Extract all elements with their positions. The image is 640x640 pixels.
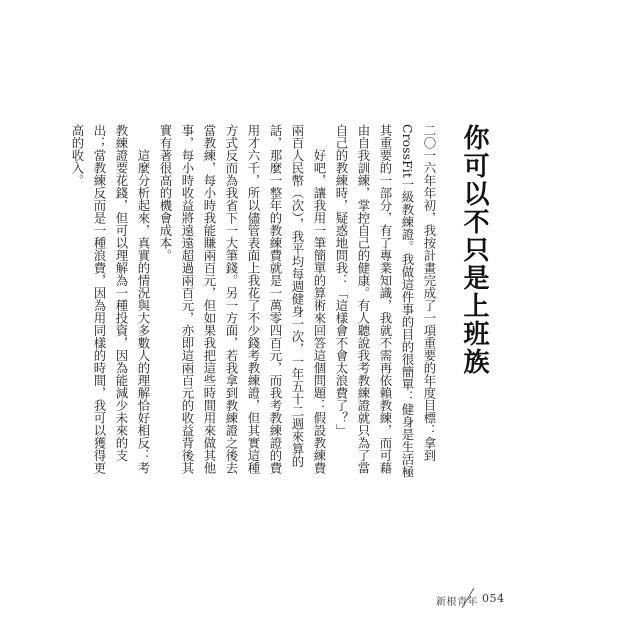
paragraph-3: 這麼分析起來，真實的情況與大多數人的理解恰好相反：考教練證要花錢，但可以理解為一種投資，因為能減少未來的支出；當教練反而是一種浪費，因為用同樣的時間，我可以獲得更高的收入。 [70, 124, 151, 474]
page-number: 054 [482, 592, 505, 605]
chapter-title: 你可以不只是上班族 [459, 124, 489, 376]
paragraph-1: 二〇一六年年初，我按計畫完成了一項重要的年度目標：拿到CrossFit一級教練證。我做這件事的目的很簡單：健身是生活極其重要的一部分，有了專業知識，我就不需再依賴教練，而可藉由自我訓練，掌控自己的健康。有人聽說我考教練證就只為了當自己的教練時，疑惑地問我：「這樣會不會太浪費了？」 [334, 124, 437, 478]
paragraph-2: 好吧，讓我用一筆簡單的算術來回答這個問題：假設教練費兩百人民幣（次），我平均每週健身一次，一年五十二週來算的話，那麼一整年的教練費就是一萬零四百元，而我考教練證的費用才六千，所以儘管表面上我花了不少錢考教練證，但其實這種方式反而為我省下一大筆錢。另一方面，若我拿到教練證之後去當教練，每小時我能賺兩百元，但如果我把這些時間用來做其他事，每小時收益將遠遠超過兩百元，亦即這兩百元的收益背後其實有著很高的機會成本。 [158, 124, 327, 474]
body-text [66, 124, 440, 484]
footer-series-name: 新根青年 [436, 597, 478, 608]
page-footer [424, 582, 524, 622]
